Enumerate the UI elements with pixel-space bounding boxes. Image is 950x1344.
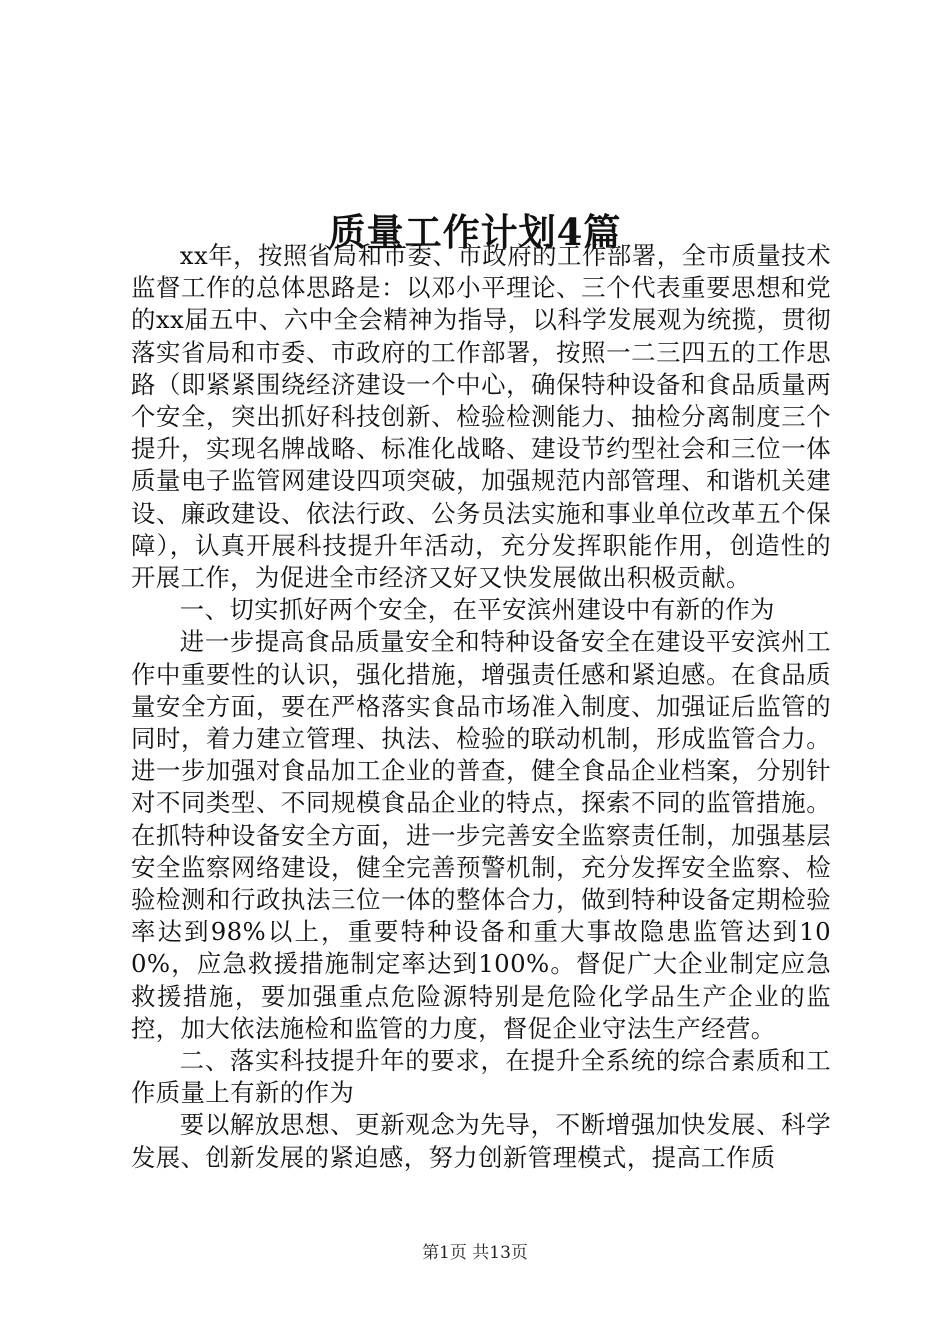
document-body xyxy=(131,240,831,1174)
section-heading-2: 二、落实科技提升年的要求，在提升全系统的综合素质和工作质量上有新的作为 xyxy=(131,1046,831,1108)
document-title: 质量工作计划4篇 xyxy=(328,209,622,254)
paragraph-section-1: 进一步提高食品质量安全和特种设备安全在建设平安滨州工作中重要性的认识，强化措施，增强责任感和紧迫感。在食品质量安全方面，要在严格落实食品市场准入制度、加强证后监管的同时，着力建立管理、执法、检验的联动机制，形成监管合力。进一步加强对食品加工企业的普查，健全食品企业档案，分别针对不同类型、不同规模食品企业的特点，探索不同的监管措施。在抓特种设备安全方面，进一步完善安全监察责任制，加强基层安全监察网络建设，健全完善预警机制，充分发挥安全监察、检验检测和行政执法三位一体的整体合力，做到特种设备定期检验率达到98%以上，重要特种设备和重大事故隐患监管达到100%，应急救援措施制定率达到100%。督促广大企业制定应急救援措施，要加强重点危险源特别是危险化学品生产企业的监控，加大依法施检和监管的力度，督促企业守法生产经营。 xyxy=(131,627,831,1043)
paragraph-intro: xx年，按照省局和市委、市政府的工作部署，全市质量技术监督工作的总体思路是：以邓小平理论、三个代表重要思想和党的xx届五中、六中全会精神为指导，以科学发展观为统揽，贯彻落实省局和市委、市政府的工作部署，按照一二三四五的工作思路（即紧紧围绕经济建设一个中心，确保特种设备和食品质量两个安全，突出抓好科技创新、检验检测能力、抽检分离制度三个提升，实现名牌战略、标准化战略、建设节约型社会和三位一体质量电子监管网建设四项突破，加强规范内部管理、和谐机关建设、廉政建设、依法行政、公务员法实施和事业单位改革五个保障），认真开展科技提升年活动，充分发挥职能作用，创造性的开展工作，为促进全市经济又好又快发展做出积极贡献。 xyxy=(131,241,831,593)
paragraph-section-2: 要以解放思想、更新观念为先导，不断增强加快发展、科学发展、创新发展的紧迫感，努力创新管理模式，提高工作质 xyxy=(131,1110,831,1172)
section-heading-1: 一、切实抓好两个安全，在平安滨州建设中有新的作为 xyxy=(179,595,775,625)
page-footer: 第1页 共13页 xyxy=(422,1243,528,1263)
